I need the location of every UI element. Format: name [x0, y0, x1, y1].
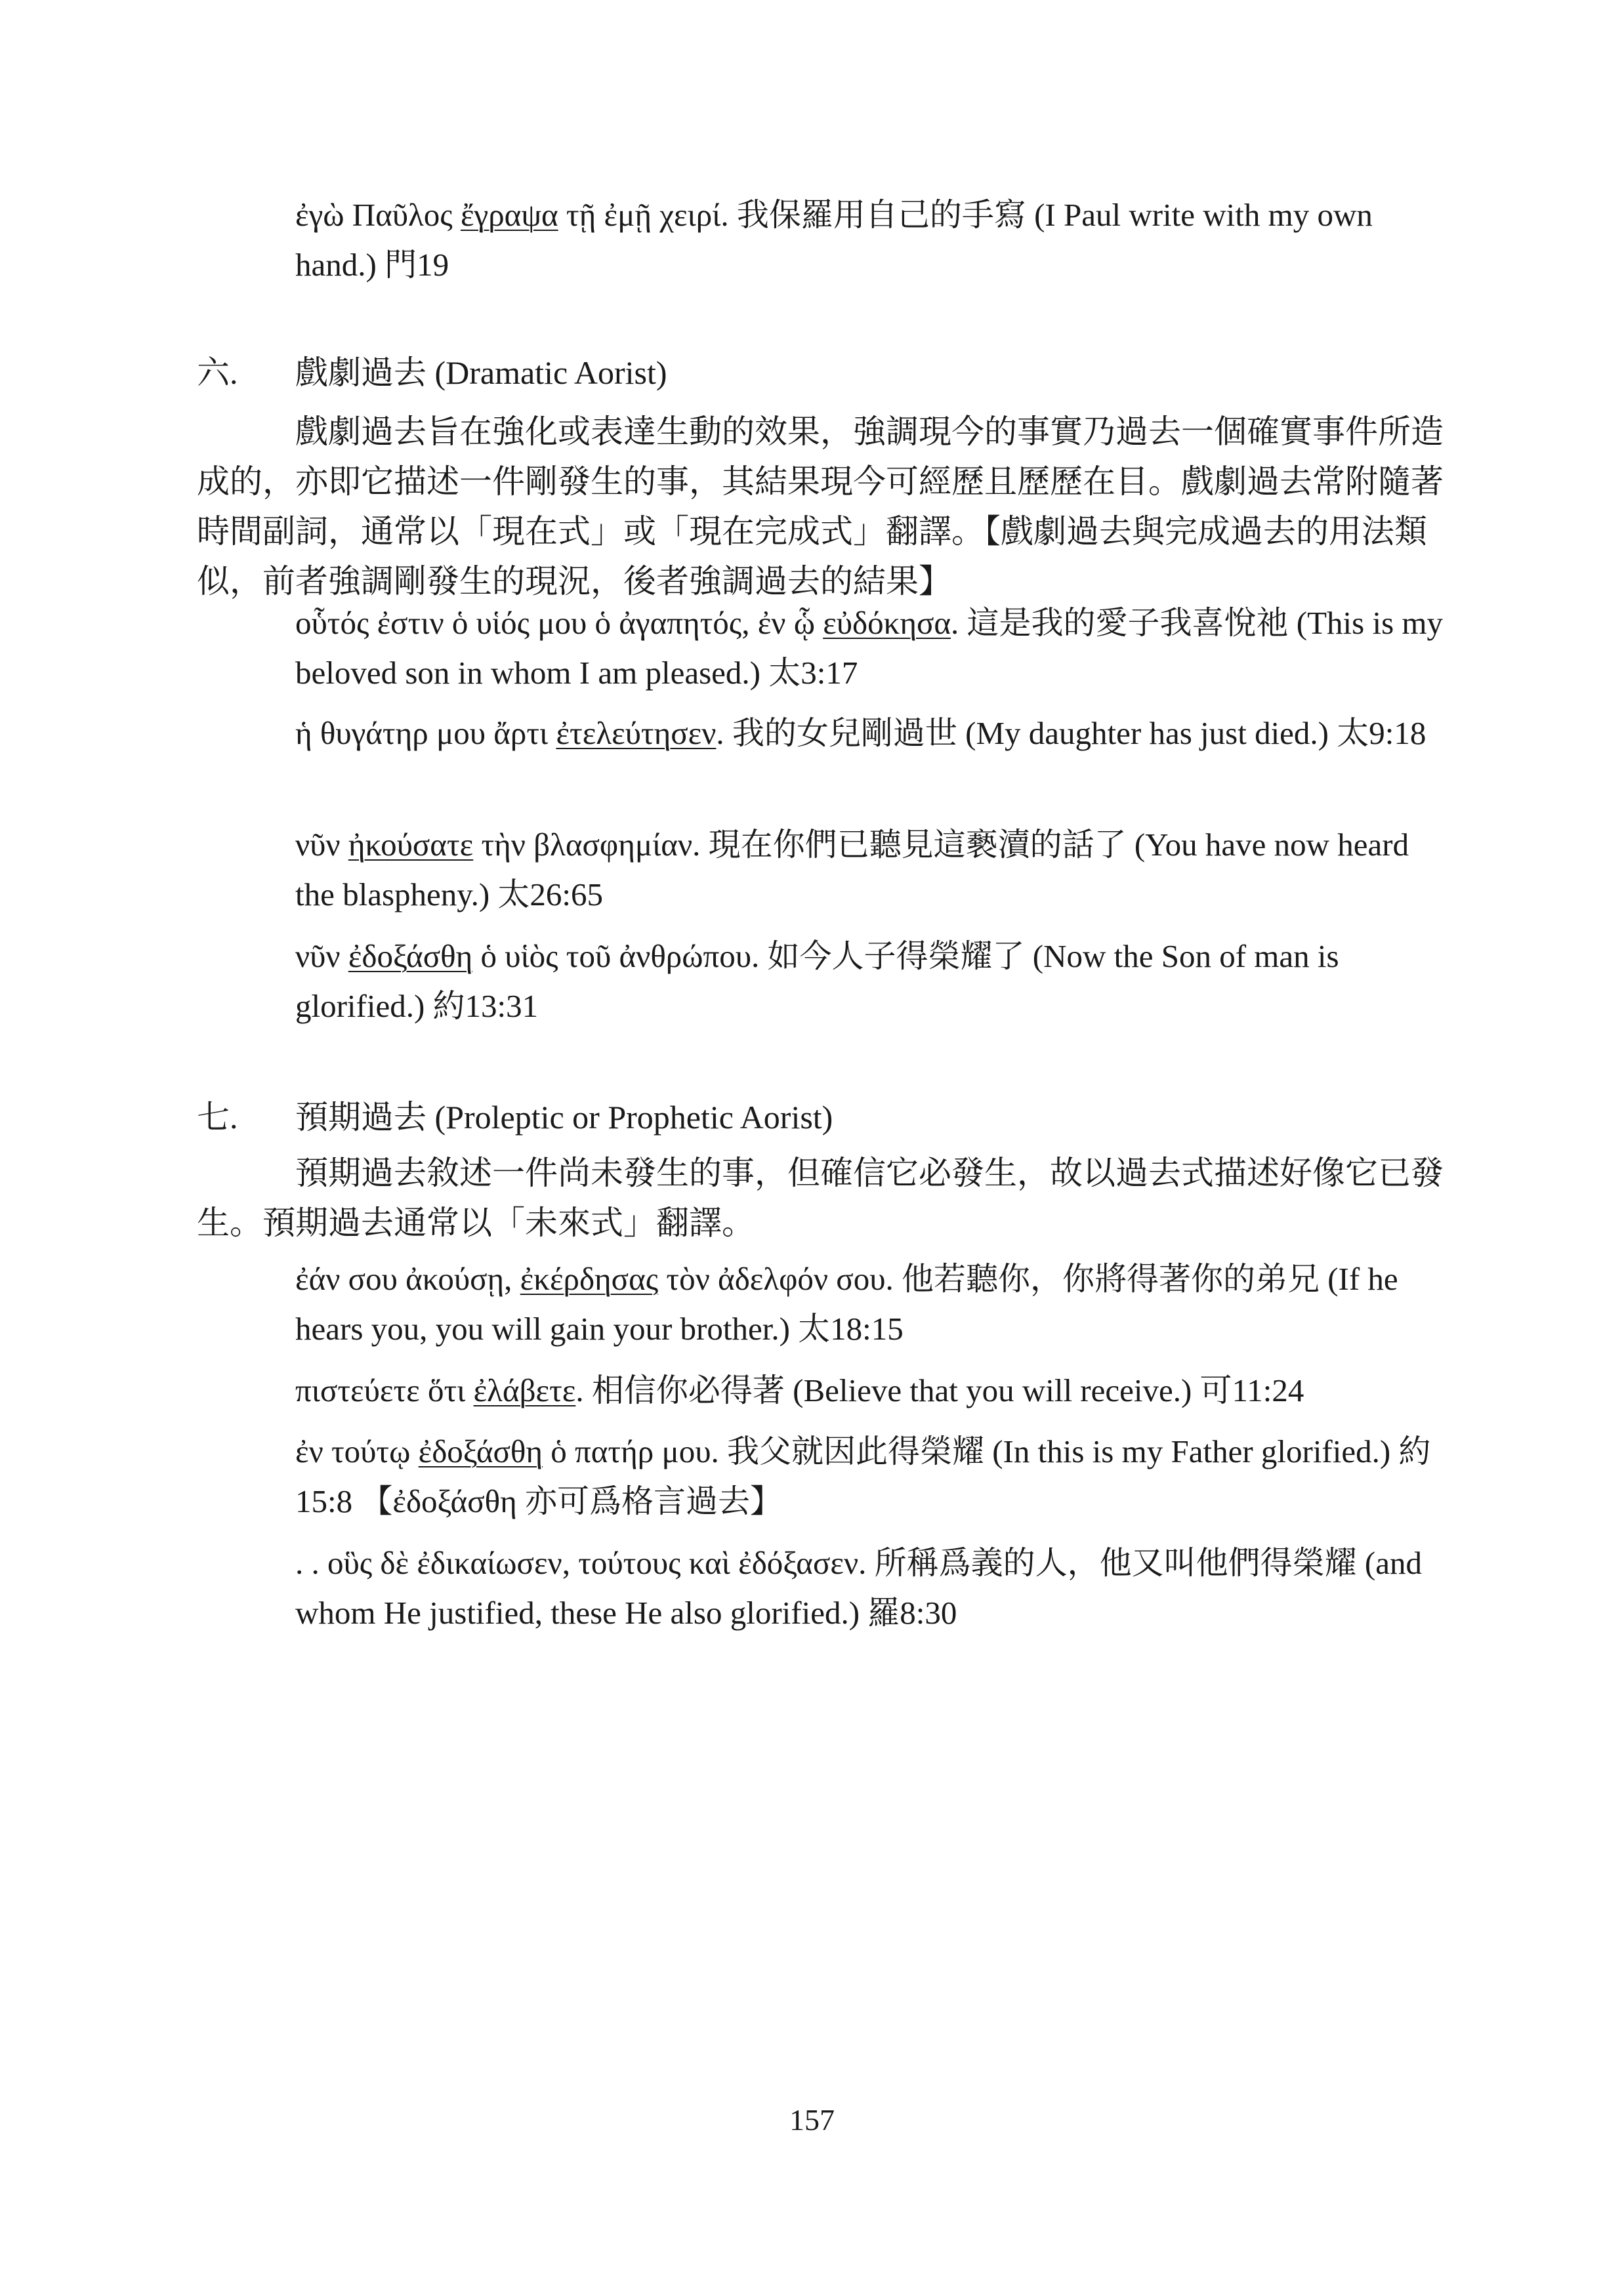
section-6-example-3: [295, 820, 1450, 920]
greek-text: ὁ υἱὸς τοῦ ἀνθρώπου.: [472, 938, 760, 974]
page-number: 157: [789, 2103, 835, 2137]
translation-text: 他若聽你，你將得著你的弟兄 (If he hears you, you will gain your brother.) 太18:15: [295, 1261, 1398, 1347]
greek-underlined-verb: ἔγραψα: [460, 197, 558, 233]
greek-text: τὸν ἀδελφόν σου.: [658, 1261, 894, 1297]
section-title: 預期過去 (Proleptic or Prophetic Aorist): [295, 1099, 833, 1136]
greek-text: τῇ ἐμῇ χειρί.: [558, 197, 729, 233]
greek-text: . . οὓς δὲ ἐδικαίωσεν, τούτους καὶ ἐδόξασεν.: [295, 1545, 867, 1581]
translation-text: 這是我的愛子我喜悅祂 (This is my beloved son in whom I am pleased.) 太3:17: [295, 605, 1444, 691]
intro-example: [295, 190, 1450, 290]
greek-text: ἡ θυγάτηρ μου ἄρτι: [295, 715, 556, 751]
section-6-heading: [197, 348, 1450, 398]
greek-underlined-verb: ἐλάβετε: [473, 1372, 576, 1408]
section-6-paragraph: 戲劇過去旨在強化或表達生動的效果，強調現今的事實乃過去一個確實事件所造成的，亦即它描述一件剛發生的事，其結果現今可經歷且歷歷在目。戲劇過去常附隨著時間副詞，通常以「現在式」或「現在完成式」翻譯。【戲劇過去與完成過去的用法類似，前者強調剛發生的現況，後者強調過去的結果】: [197, 413, 1444, 600]
greek-text: ἐν τούτῳ: [295, 1433, 419, 1469]
greek-text: οὗτός ἐστιν ὁ υἱός μου ὁ ἀγαπητός, ἐν ᾧ: [295, 605, 823, 641]
translation-text: 所稱爲義的人，他又叫他們得榮耀 (and whom He justified, these He also glorified.) 羅8:30: [295, 1545, 1422, 1631]
section-title: 戲劇過去 (Dramatic Aorist): [295, 354, 667, 391]
section-6-example-2: [295, 708, 1450, 758]
section-7-paragraph: 預期過去敘述一件尚未發生的事，但確信它必發生，故以過去式描述好像它已發生。預期過去通常以「未來式」翻譯。: [197, 1155, 1444, 1241]
greek-underlined-verb: ἐδοξάσθη: [348, 938, 473, 974]
section-6-example-4: [295, 932, 1450, 1031]
translation-text: 相信你必得著 (Believe that you will receive.) 可11:24: [583, 1372, 1304, 1408]
translation-text: 如今人子得榮耀了 (Now the Son of man is glorified.) 約13:31: [295, 938, 1339, 1024]
section-number: 六.: [197, 354, 238, 391]
greek-text: νῦν: [295, 827, 348, 863]
greek-text: τὴν βλασφημίαν.: [473, 827, 701, 863]
translation-text: 我保羅用自己的手寫 (I Paul write with my own hand.) 門19: [295, 197, 1373, 283]
greek-underlined-verb: ἐδοξάσθη: [418, 1433, 543, 1469]
greek-text: πιστεύετε ὅτι: [295, 1372, 474, 1408]
section-number: 七.: [197, 1099, 238, 1136]
greek-underlined-verb: ἐκέρδησας: [520, 1261, 659, 1297]
greek-text: .: [716, 715, 724, 751]
section-7-example-1: [295, 1254, 1450, 1354]
translation-text: 現在你們已聽見這褻瀆的話了 (You have now heard the blaspheny.) 太26:65: [295, 827, 1409, 912]
greek-underlined-verb: ἐτελεύτησεν: [556, 715, 717, 751]
greek-underlined-verb: ἠκούσατε: [348, 827, 474, 863]
greek-text: ὁ πατήρ μου.: [543, 1433, 719, 1469]
section-6-example-1: [295, 598, 1450, 698]
greek-text: νῦν: [295, 938, 348, 974]
section-7-example-4: [295, 1538, 1450, 1638]
translation-text: 我父就因此得榮耀 (In this is my Father glorified.) 約15:8 【ἐδοξάσθη 亦可爲格言過去】: [295, 1433, 1431, 1519]
greek-text: .: [575, 1372, 584, 1408]
section-7-heading: [197, 1092, 1450, 1142]
greek-text: ἐγὼ Παῦλος: [295, 197, 461, 233]
translation-text: 我的女兒剛過世 (My daughter has just died.) 太9:18: [724, 715, 1426, 751]
section-7-example-3: [295, 1427, 1450, 1527]
section-7-example-2: [295, 1366, 1450, 1416]
greek-text: .: [951, 605, 959, 641]
greek-underlined-verb: εὐδόκησα: [823, 605, 951, 641]
greek-text: ἐάν σου ἀκούσῃ,: [295, 1261, 520, 1297]
